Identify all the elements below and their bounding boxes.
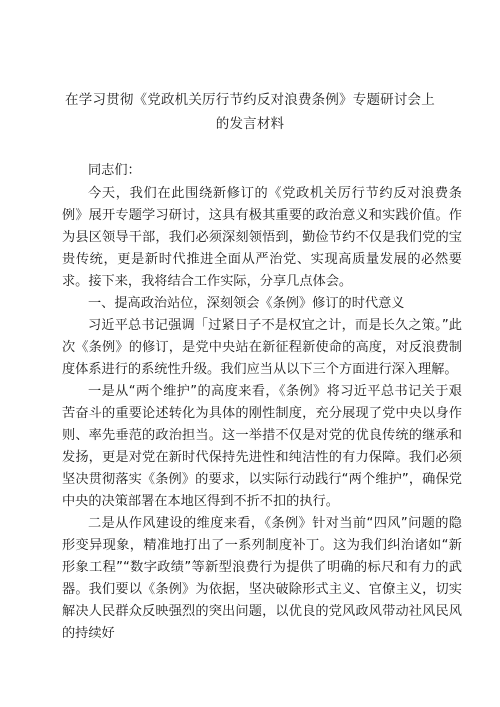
greeting: 同志们： <box>88 163 141 178</box>
section-heading-1: 一、提高政治站位，深刻领会《条例》修订的时代意义 <box>88 296 405 311</box>
paragraph-point-2: 二是从作风建设的维度来看，《条例》针对当前“四风”问题的隐形变异现象，精准地打出了一系列制度补丁。这为我们纠治诸如“新形象工程”“数字政绩”等新型浪费行为提供了明确的标尺和有力的武器。我们要以《条例》为依据，坚决破除形式主义、官僚主义，切实解决人民群众反映强烈的突出问题，以优良的党风政风带动社风民风的持续好 <box>62 516 462 641</box>
document-body <box>62 160 462 645</box>
paragraph-intro: 今天，我们在此围绕新修订的《党政机关厉行节约反对浪费条例》展开专题学习研讨，这具有极其重要的政治意义和实践价值。作为县区领导干部，我们必须深刻领悟到，勤俭节约不仅是我们党的宝贵传统，更是新时代推进全面从严治党、实现高质量发展的必然要求。接下来，我将结合工作实际，分享几点体会。 <box>62 186 462 289</box>
paragraph-point-1: 一是从“两个维护”的高度来看，《条例》将习近平总书记关于艰苦奋斗的重要论述转化为具体的刚性制度，充分展现了党中央以身作则、率先垂范的政治担当。这一举措不仅是对党的优良传统的继承和发扬，更是对党在新时代保持先进性和纯洁性的有力保障。我们必须坚决贯彻落实《条例》的要求，以实际行动践行“两个维护”，确保党中央的决策部署在本地区得到不折不扣的执行。 <box>62 384 462 509</box>
paragraph-quote: 习近平总书记强调「过紧日子不是权宜之计，而是长久之策。”此次《条例》的修订，是党中央站在新征程新使命的高度，对反浪费制度体系进行的系统性升级。我们应当从以下三个方面进行深入理解。 <box>62 318 462 377</box>
document-title: 在学习贯彻《党政机关厉行节约反对浪费条例》专题研讨会上的发言材料 <box>65 92 435 132</box>
